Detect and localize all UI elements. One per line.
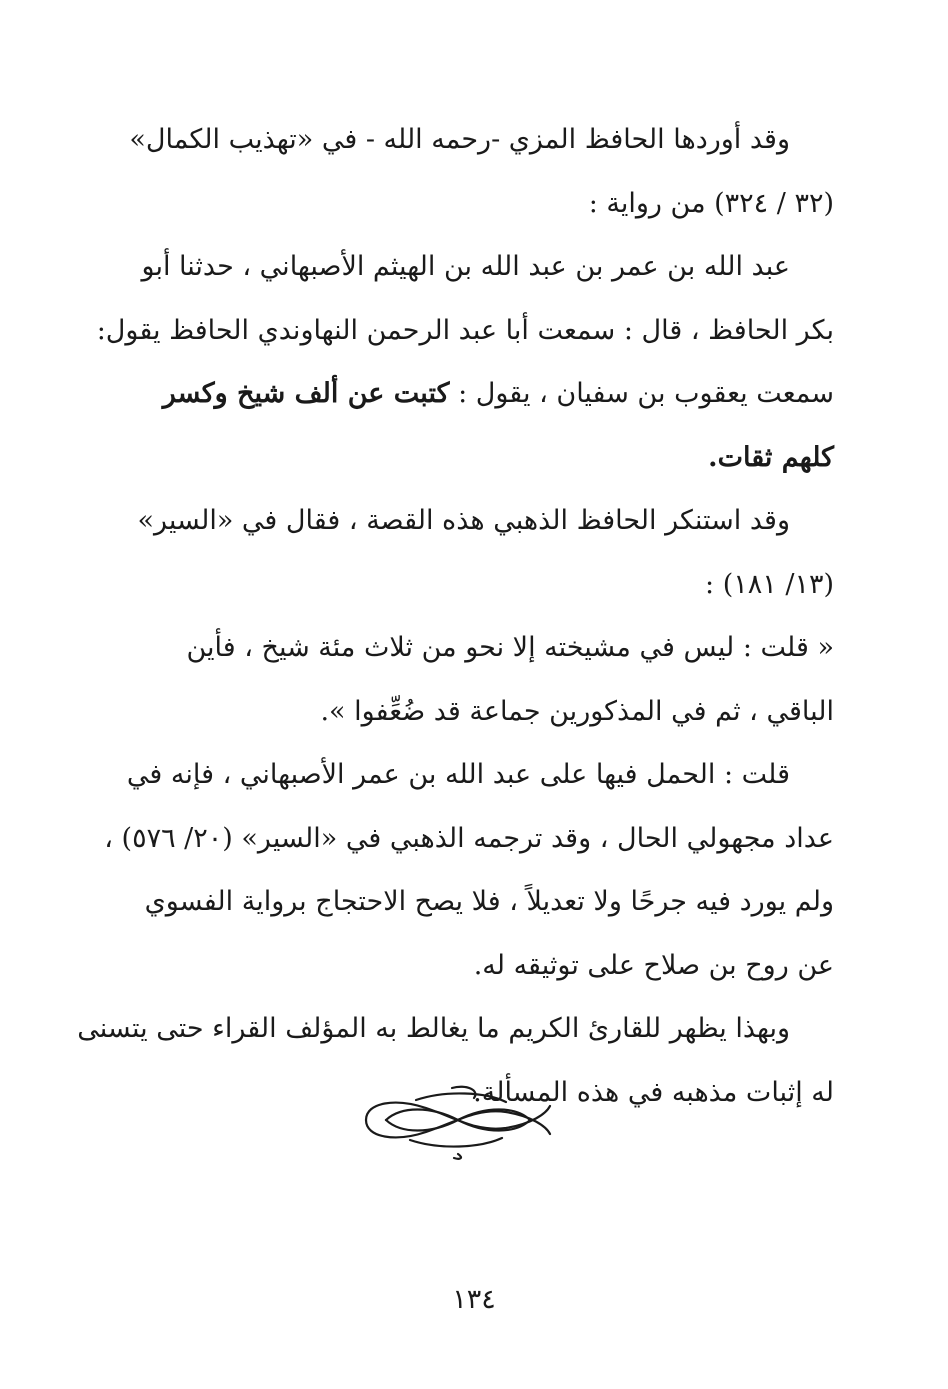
text-line: قلت : الحمل فيها على عبد الله بن عمر الأصبهاني ، فإنه في xyxy=(126,759,790,790)
paragraph-5 xyxy=(104,743,834,997)
text-line: وبهذا يظهر للقارئ الكريم ما يغالط به المؤلف القراء حتى يتسنى xyxy=(77,1013,790,1044)
text-line: الباقي ، ثم في المذكورين جماعة قد ضُعِّفوا ». xyxy=(320,695,834,727)
paragraph-1 xyxy=(118,108,834,235)
quote-bold: كتبت عن ألف شيخ وكسر xyxy=(162,378,450,409)
page-number: ١٣٤ xyxy=(452,1284,496,1315)
text-line: ولم يورد فيه جرحًا ولا تعديلاً ، فلا يصح الاحتجاج برواية الفسوي xyxy=(144,886,834,917)
paragraph-3 xyxy=(118,489,834,616)
text-line: له إثبات مذهبه في هذه المسألة. xyxy=(473,1076,834,1108)
text-line: عن روح بن صلاح على توثيقه له. xyxy=(473,949,834,981)
text-line: بكر الحافظ ، قال : سمعت أبا عبد الرحمن النهاوندي الحافظ يقول: xyxy=(96,314,834,346)
ornament-flourish-icon xyxy=(356,1080,560,1160)
text-line: « قلت : ليس في مشيخته إلا نحو من ثلاث مئة شيخ ، فأين xyxy=(186,632,834,663)
quote-bold-line: كلهم ثقات. xyxy=(708,441,834,473)
text-line xyxy=(118,362,834,426)
text-line: (٣٢ / ٣٢٤) من رواية : xyxy=(588,187,834,219)
text-line: عبد الله بن عمر بن عبد الله بن الهيثم الأصبهاني ، حدثنا أبو xyxy=(141,251,790,282)
paragraph-2 xyxy=(96,235,834,489)
text-line: وقد أوردها الحافظ المزي -رحمه الله - في «تهذيب الكمال» xyxy=(129,124,790,155)
main-text xyxy=(77,108,834,1124)
text-line: (١٣/ ١٨١) : xyxy=(705,568,834,600)
text-segment: سمعت يعقوب بن سفيان ، يقول : xyxy=(458,378,834,409)
paragraph-4 xyxy=(118,616,834,743)
text-line: عداد مجهولي الحال ، وقد ترجمه الذهبي في «السير» (٢٠/ ٥٧٦) ، xyxy=(104,822,834,854)
text-line: وقد استنكر الحافظ الذهبي هذه القصة ، فقال في «السير» xyxy=(137,505,790,536)
